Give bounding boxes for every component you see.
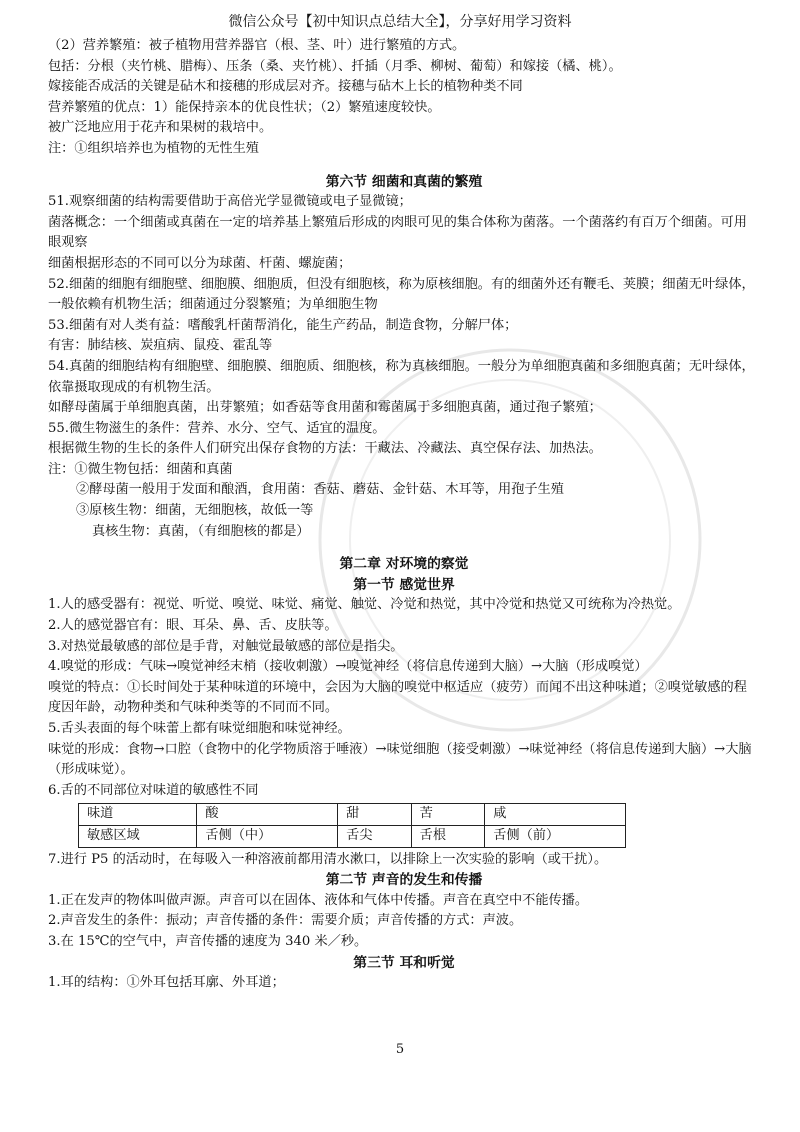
text-paragraph: 54.真菌的细胞结构有细胞壁、细胞膜、细胞质、细胞核，称为真核细胞。一般分为单细胞真菌和多细胞真菌；无叶绿体，依靠摄取现成的有机物生活。 xyxy=(48,358,755,395)
table-cell: 舌侧（中） xyxy=(197,825,338,847)
text-line: 嫁接能否成活的关键是砧木和接穗的形成层对齐。接穗与砧木上长的植物种类不同 xyxy=(48,79,523,95)
table-cell: 苦 xyxy=(411,804,485,826)
note-line: 注：①微生物包括：细菌和真菌 xyxy=(48,461,233,477)
text-line: 3.在 15℃的空气中，声音传播的速度为 340 米／秒。 xyxy=(48,933,368,949)
table-row xyxy=(79,804,626,826)
text-paragraph: 嗅觉的特点：①长时间处于某种味道的环境中，会因为大脑的嗅觉中枢适应（疲劳）而闻不出这种味道；②嗅觉敏感的程度因年龄，动物种类和气味种类等的不同而不同。 xyxy=(48,679,747,716)
section-title: 第六节 细菌和真菌的繁殖 xyxy=(325,173,483,190)
table-cell: 酸 xyxy=(197,804,338,826)
text-line: 注：①组织培养也为植物的无性生殖 xyxy=(48,140,259,156)
text-line: （2）营养繁殖：被子植物用营养器官（根、茎、叶）进行繁殖的方式。 xyxy=(48,38,466,53)
table-cell: 舌尖 xyxy=(338,825,412,847)
text-paragraph: 菌落概念：一个细菌或真菌在一定的培养基上繁殖后形成的肉眼可见的集合体称为菌落。一个菌落约有百万个细菌。可用眼观察 xyxy=(48,214,747,251)
text-line: 4.嗅觉的形成：气味→嗅觉神经末梢（接收刺激）→嗅觉神经（将信息传递到大脑）→大脑（形成嗅觉） xyxy=(48,659,648,675)
text-line: 55.微生物滋生的条件：营养、水分、空气、适宜的温度。 xyxy=(48,420,386,436)
section-title: 第一节 感觉世界 xyxy=(353,576,455,593)
section-title: 第三节 耳和听觉 xyxy=(353,954,455,971)
table-cell: 咸 xyxy=(485,804,626,826)
text-line: 1.耳的结构：①外耳包括耳廓、外耳道； xyxy=(48,975,285,991)
chapter-title: 第二章 对环境的察觉 xyxy=(339,556,469,573)
text-line: 53.细菌有对人类有益：嗜酸乳杆菌帮消化，能生产药品，制造食物，分解尸体； xyxy=(48,317,518,333)
text-paragraph: 52.细菌的细胞有细胞壁、细胞膜、细胞质，但没有细胞核，称为原核细胞。有的细菌外还有鞭毛、荚膜；细菌无叶绿体，一般依赖有机物生活；细菌通过分裂繁殖；为单细胞生物 xyxy=(48,276,755,313)
table-cell: 敏感区域 xyxy=(79,825,197,847)
text-line: 1.人的感受器有：视觉、听觉、嗅觉、味觉、痛觉、触觉、冷觉和热觉，其中冷觉和热觉又可统称为冷热觉。 xyxy=(48,597,681,613)
section-title: 第二节 声音的发生和传播 xyxy=(325,872,483,889)
text-line: 2.声音发生的条件：振动；声音传播的条件：需要介质；声音传播的方式：声波。 xyxy=(48,913,523,929)
text-line: 2.人的感觉器官有：眼、耳朵、鼻、舌、皮肤等。 xyxy=(48,618,338,634)
text-line: 有害：肺结核、炭疽病、鼠疫、霍乱等 xyxy=(48,338,273,354)
note-line: ③原核生物：细菌，无细胞核，故低一等 xyxy=(76,503,314,519)
note-line: ②酵母菌一般用于发面和酿酒，食用菌：香菇、蘑菇、金针菇、木耳等，用孢子生殖 xyxy=(76,482,564,498)
text-line: 营养繁殖的优点：1）能保持亲本的优良性状；（2）繁殖速度较快。 xyxy=(48,99,441,115)
text-line: 5.舌头表面的每个味蕾上都有味觉细胞和味觉神经。 xyxy=(48,721,351,736)
text-line: 细菌根据形态的不同可以分为球菌、杆菌、螺旋菌； xyxy=(48,255,352,271)
text-line: 如酵母菌属于单细胞真菌，出芽繁殖；如香菇等食用菌和霉菌属于多细胞真菌，通过孢子繁殖； xyxy=(48,400,602,416)
taste-sensitivity-table xyxy=(78,803,626,847)
text-line: 3.对热觉最敏感的部位是手背，对触觉最敏感的部位是指尖。 xyxy=(48,638,404,654)
text-line: 被广泛地应用于花卉和果树的栽培中。 xyxy=(48,120,273,136)
page-header: 微信公众号【初中知识点总结大全】，分享好用学习资料 xyxy=(228,14,572,30)
text-line: 6.舌的不同部位对味道的敏感性不同 xyxy=(48,782,259,798)
note-line: 真核生物：真菌，（有细胞核的都是） xyxy=(92,523,310,539)
text-line: 1.正在发声的物体叫做声源。声音可以在固体、液体和气体中传播。声音在真空中不能传播。 xyxy=(48,892,589,908)
text-line: 根据微生物的生长的条件人们研究出保存食物的方法：干藏法、冷藏法、真空保存法、加热法。 xyxy=(48,441,602,457)
text-line: 包括：分根（夹竹桃、腊梅）、压条（桑、夹竹桃）、扦插（月季、柳树、葡萄）和嫁接（橘、桃）。 xyxy=(48,58,622,74)
page-content xyxy=(48,36,760,994)
table-cell: 味道 xyxy=(79,804,197,826)
table-cell: 甜 xyxy=(338,804,412,826)
table-row xyxy=(79,825,626,847)
text-line: 51.观察细菌的结构需要借助于高倍光学显微镜或电子显微镜； xyxy=(48,194,412,210)
table-cell: 舌根 xyxy=(411,825,485,847)
text-line: 7.进行 P5 的活动时，在每吸入一种溶液前都用清水漱口，以排除上一次实验的影响（或干扰）。 xyxy=(48,851,608,867)
table-cell: 舌侧（前） xyxy=(485,825,626,847)
text-paragraph: 味觉的形成：食物→口腔（食物中的化学物质溶于唾液）→味觉细胞（接受刺激）→味觉神经（将信息传递到大脑）→大脑（形成味觉）。 xyxy=(48,741,752,778)
page-number: 5 xyxy=(395,1042,405,1057)
